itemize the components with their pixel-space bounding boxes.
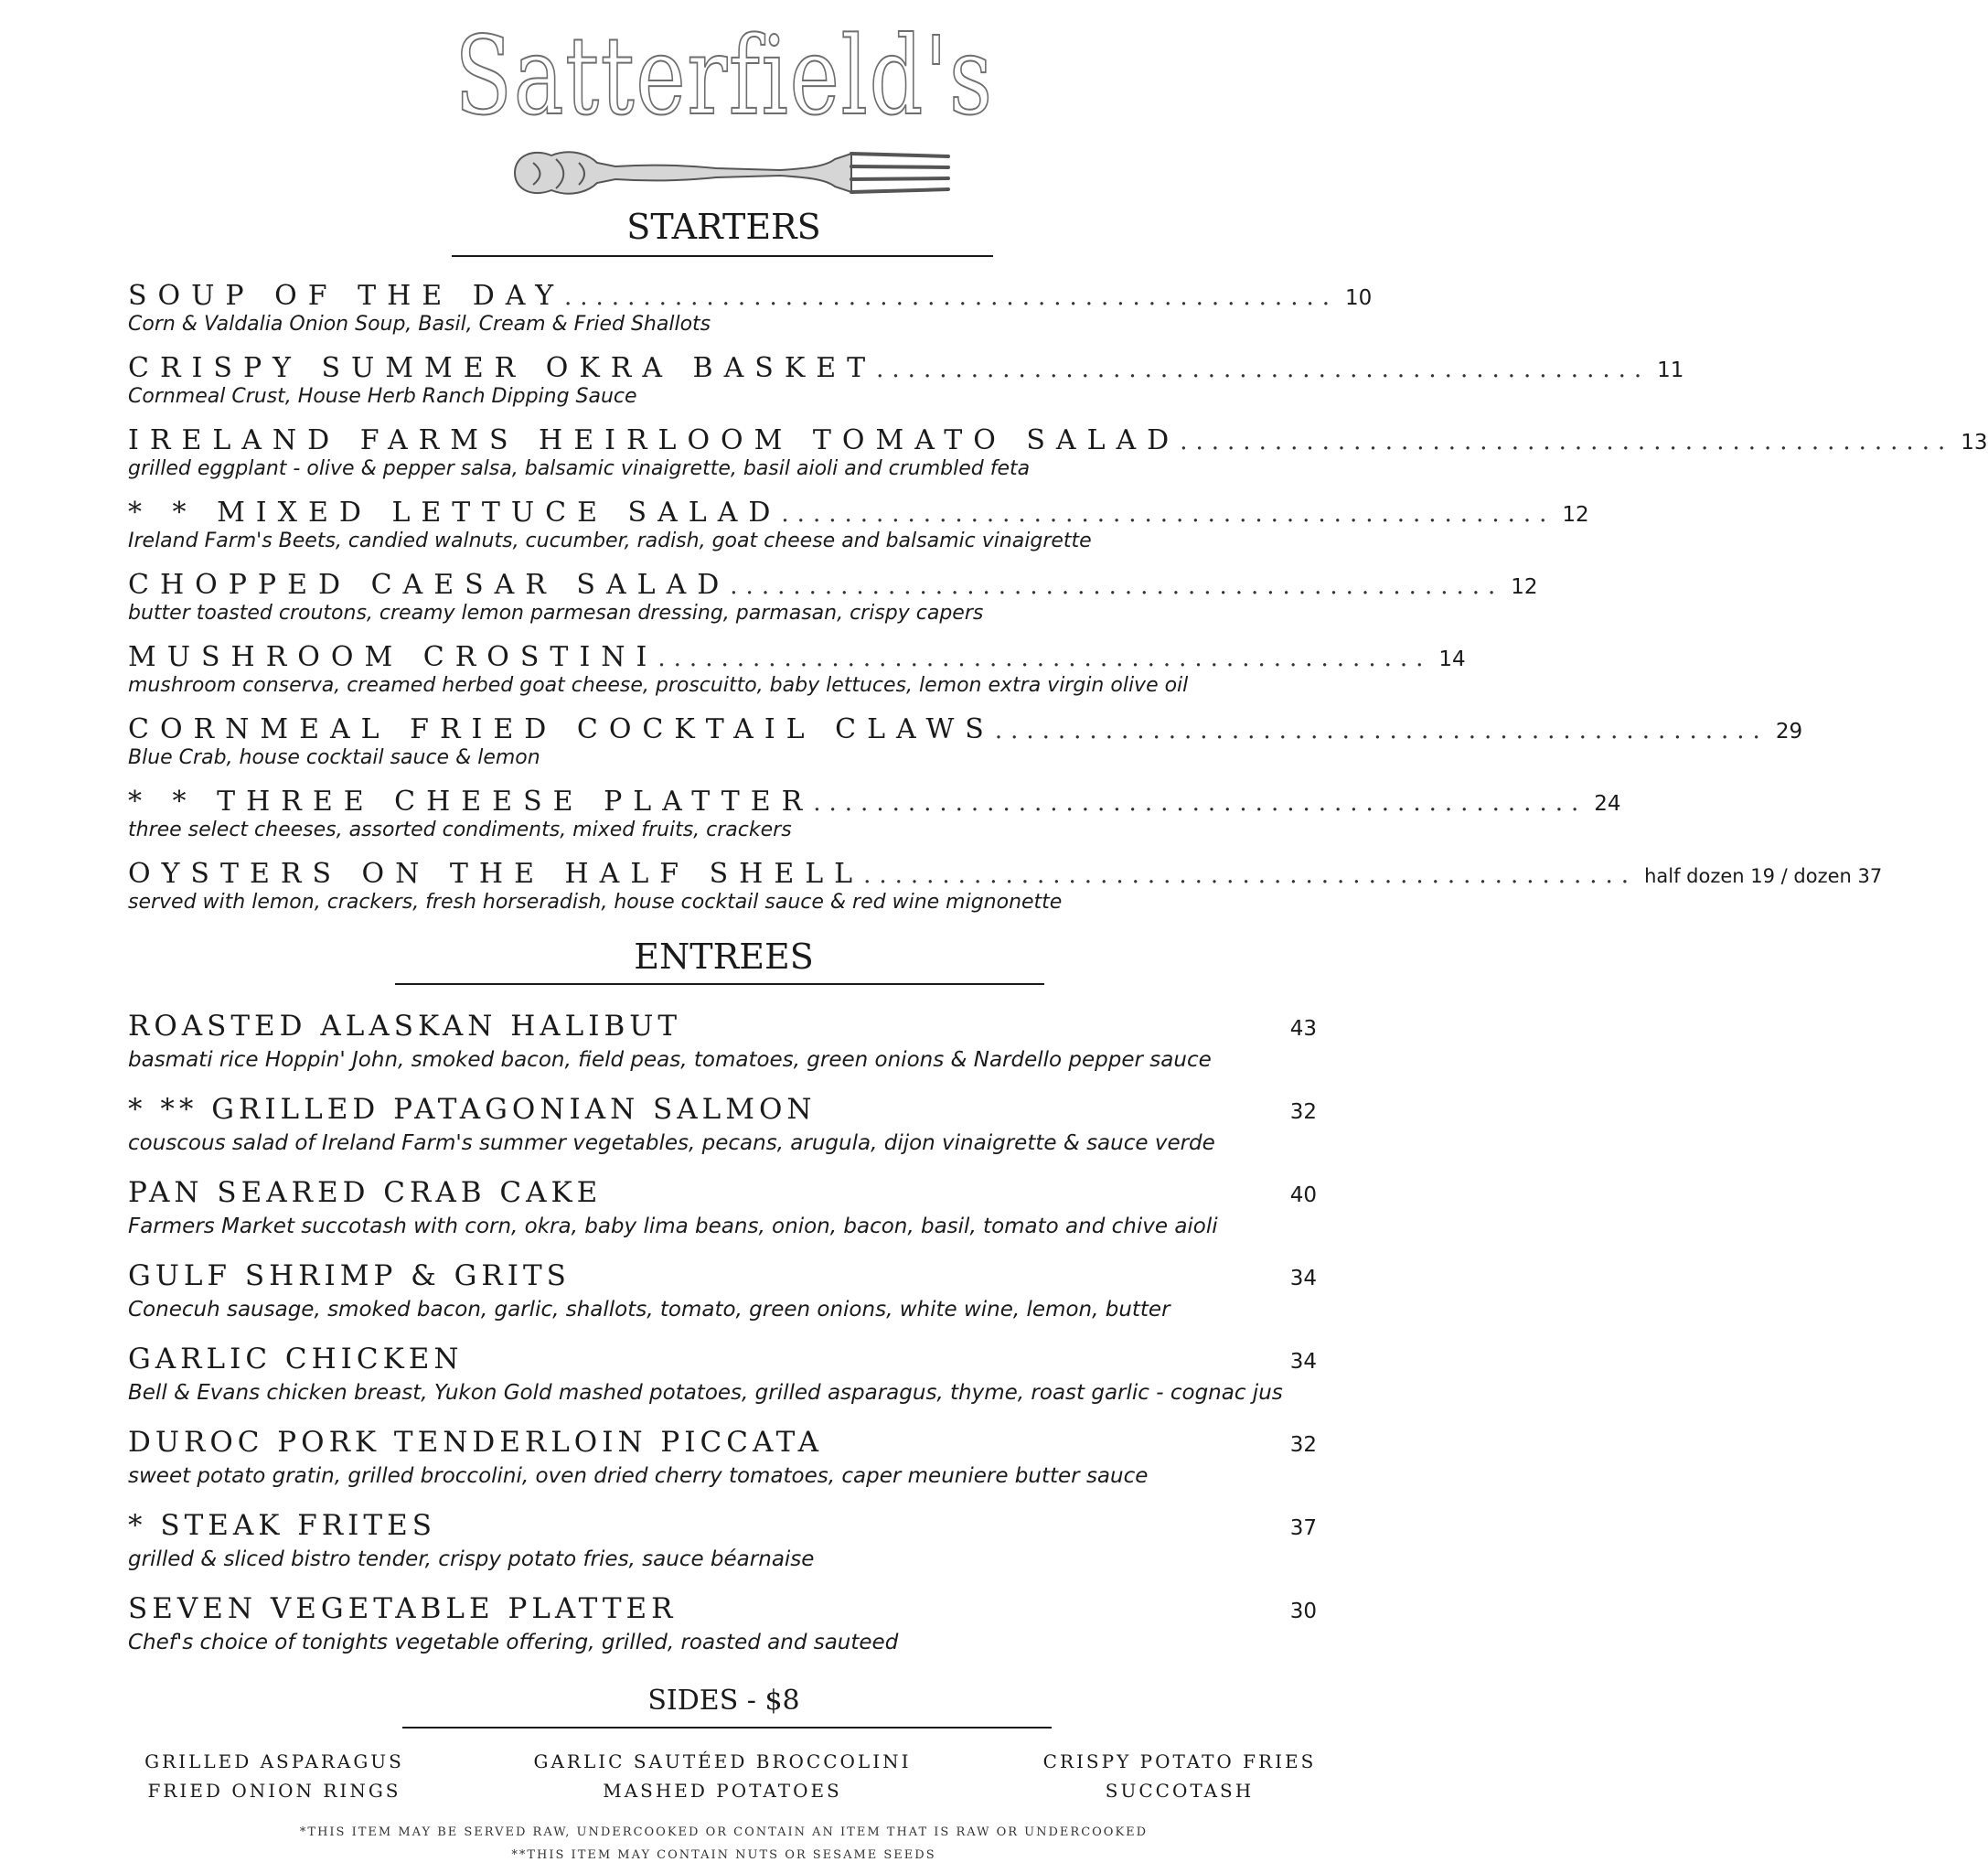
starter-description: mushroom conserva, creamed herbed goat cheese, proscuitto, baby lettuces, lemon extra virgin olive oil <box>128 674 1189 697</box>
entree-item <box>128 1010 1317 1072</box>
side-item: CRISPY POTATO FRIES <box>1042 1750 1317 1772</box>
starter-price: 13 <box>1961 431 1988 455</box>
starter-name: CHOPPED CAESAR SALAD <box>128 569 731 601</box>
starter-description: butter toasted croutons, creamy lemon parmesan dressing, parmasan, crispy capers <box>128 602 984 625</box>
starter-item <box>128 786 1621 841</box>
entree-description: Chef's choice of tonights vegetable offering, grilled, roasted and sauteed <box>128 1631 899 1654</box>
leader-dots: ................................................. <box>1180 428 1954 455</box>
entree-name: GARLIC CHICKEN <box>128 1343 464 1375</box>
entree-item <box>128 1176 1317 1238</box>
sides-column <box>110 1747 439 1805</box>
starters-title: STARTERS <box>626 207 821 247</box>
entree-description: couscous salad of Ireland Farm's summer vegetables, pecans, arugula, dijon vinaigrette & sauce verde <box>128 1131 1215 1155</box>
entrees-divider <box>395 983 1044 985</box>
entree-item <box>128 1259 1317 1322</box>
leader-dots: ................................................. <box>813 789 1587 817</box>
starter-price: 12 <box>1511 575 1538 599</box>
starter-description: Cornmeal Crust, House Herb Ranch Dipping Sauce <box>128 385 637 408</box>
starter-name: IRELAND FARMS HEIRLOOM TOMATO SALAD <box>128 424 1181 456</box>
side-item: MASHED POTATOES <box>603 1780 842 1802</box>
leader-dots: ................................................. <box>876 356 1651 383</box>
starter-description: Ireland Farm's Beets, candied walnuts, cucumber, radish, goat cheese and balsamic vinaigrette <box>128 530 1092 552</box>
entree-price: 34 <box>1289 1350 1317 1374</box>
entree-price: 40 <box>1289 1183 1317 1207</box>
sides-list <box>0 1747 1448 1811</box>
entree-description: Bell & Evans chicken breast, Yukon Gold mashed potatoes, grilled asparagus, thyme, roast garlic - cognac jus <box>128 1381 1283 1405</box>
restaurant-name: Satterfield's <box>454 13 994 139</box>
entree-name: GULF SHRIMP & GRITS <box>128 1259 571 1292</box>
starter-item <box>128 497 1589 552</box>
entree-name: ROASTED ALASKAN HALIBUT <box>128 1010 682 1043</box>
starter-name: * * MIXED LETTUCE SALAD <box>128 497 782 529</box>
leader-dots: ................................................. <box>730 573 1504 600</box>
entree-price: 30 <box>1289 1600 1317 1623</box>
entree-name: * ** GRILLED PATAGONIAN SALMON <box>128 1093 817 1126</box>
entree-item <box>128 1509 1317 1571</box>
footnote-raw: *THIS ITEM MAY BE SERVED RAW, UNDERCOOKED OR CONTAIN AN ITEM THAT IS RAW OR UNDERCOOKED <box>299 1825 1149 1839</box>
starter-item <box>128 641 1466 697</box>
entree-item <box>128 1343 1317 1405</box>
starter-name: SOUP OF THE DAY <box>128 280 565 312</box>
starter-description: three select cheeses, assorted condiments, mixed fruits, crackers <box>128 819 792 841</box>
leader-dots: ................................................. <box>863 862 1638 889</box>
leader-dots: ................................................. <box>564 284 1338 311</box>
sides-divider <box>402 1727 1052 1729</box>
starter-price: 12 <box>1562 503 1589 527</box>
entree-item <box>128 1093 1317 1155</box>
entree-price: 32 <box>1289 1100 1317 1124</box>
starter-price: 10 <box>1344 286 1373 310</box>
entree-description: sweet potato gratin, grilled broccolini, oven dried cherry tomatoes, caper meuniere butter sauce <box>128 1464 1149 1488</box>
leader-dots: ................................................. <box>781 500 1555 528</box>
side-item: SUCCOTASH <box>1105 1780 1255 1802</box>
starter-description: served with lemon, crackers, fresh horseradish, house cocktail sauce & red wine mignonette <box>128 891 1063 914</box>
starter-description: grilled eggplant - olive & pepper salsa, balsamic vinaigrette, basil aioli and crumbled feta <box>128 457 1031 480</box>
starter-description: Corn & Valdalia Onion Soup, Basil, Cream & Fried Shallots <box>128 313 711 336</box>
entree-name: SEVEN VEGETABLE PLATTER <box>128 1592 678 1625</box>
starter-item <box>128 569 1538 625</box>
entree-item <box>128 1592 1317 1654</box>
starter-name: MUSHROOM CROSTINI <box>128 641 658 673</box>
entree-description: grilled & sliced bistro tender, crispy potato fries, sauce béarnaise <box>128 1547 815 1571</box>
starter-item <box>128 352 1684 408</box>
entree-description: Conecuh sausage, smoked bacon, garlic, shallots, tomato, green onions, white wine, lemon, butter <box>128 1298 1170 1322</box>
fork-icon <box>506 144 950 201</box>
starter-price: half dozen 19 / dozen 37 <box>1644 865 1883 887</box>
sides-column <box>1006 1747 1353 1805</box>
entree-price: 37 <box>1289 1516 1317 1540</box>
starter-price: 11 <box>1657 359 1684 382</box>
starter-name: * * THREE CHEESE PLATTER <box>128 786 814 818</box>
starter-item <box>128 858 1883 914</box>
starter-price: 24 <box>1594 792 1621 816</box>
entree-description: basmati rice Hoppin' John, smoked bacon, field peas, tomatoes, green onions & Nardello pepper sauce <box>128 1048 1212 1072</box>
side-item: GRILLED ASPARAGUS <box>144 1750 404 1772</box>
starter-name: OYSTERS ON THE HALF SHELL <box>128 858 864 890</box>
entree-description: Farmers Market succotash with corn, okra, baby lima beans, onion, bacon, basil, tomato and chive aioli <box>128 1215 1218 1238</box>
footnote-nuts: **THIS ITEM MAY CONTAIN NUTS OR SESAME SEEDS <box>511 1848 936 1862</box>
entree-name: * STEAK FRITES <box>128 1509 436 1542</box>
entree-price: 43 <box>1289 1017 1317 1041</box>
restaurant-logo <box>0 13 1448 139</box>
starter-item <box>128 713 1803 769</box>
leader-dots: ................................................. <box>994 717 1769 744</box>
side-item: FRIED ONION RINGS <box>147 1780 401 1802</box>
leader-dots: ................................................. <box>657 645 1432 672</box>
starter-description: Blue Crab, house cocktail sauce & lemon <box>128 746 540 769</box>
entree-item <box>128 1426 1317 1488</box>
starter-name: CRISPY SUMMER OKRA BASKET <box>128 352 877 384</box>
starter-item <box>128 424 1988 480</box>
sides-column <box>512 1747 933 1805</box>
starters-divider <box>452 255 993 257</box>
entree-price: 32 <box>1289 1433 1317 1457</box>
entree-name: PAN SEARED CRAB CAKE <box>128 1176 603 1209</box>
starter-price: 14 <box>1438 648 1466 671</box>
entree-name: DUROC PORK TENDERLOIN PICCATA <box>128 1426 824 1459</box>
sides-title: SIDES - $8 <box>647 1685 800 1717</box>
starter-name: CORNMEAL FRIED COCKTAIL CLAWS <box>128 713 995 745</box>
entree-price: 34 <box>1289 1267 1317 1290</box>
side-item: GARLIC SAUTÉED BROCCOLINI <box>533 1750 912 1772</box>
entrees-title: ENTREES <box>634 936 814 977</box>
starter-item <box>128 280 1373 336</box>
starter-price: 29 <box>1775 720 1803 744</box>
